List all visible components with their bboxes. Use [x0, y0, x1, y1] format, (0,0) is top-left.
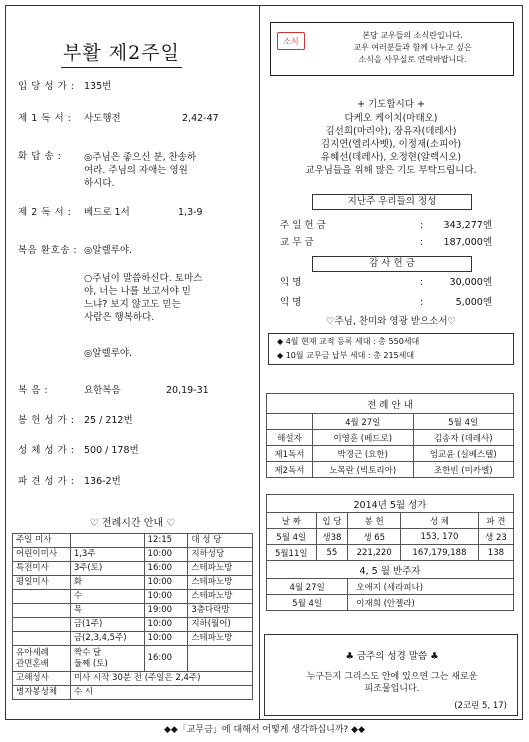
psalm-label: 화 답 송 :	[18, 151, 62, 162]
first-reading: 제 1 독 서 : 사도행전	[18, 113, 121, 124]
psalm-response: ◎주님은 좋으신 분, 찬송하 여라. 주님의 자애는 영원 하시다.	[84, 152, 197, 189]
gospel: 복 음 : 요한복음	[18, 385, 121, 396]
verse-text: 누구든지 그리스도 안에 있으면 그는 새로운 피조물입니다.	[306, 672, 478, 694]
verse-box	[264, 634, 518, 716]
stats-box: ◆ 4월 현재 교적 등록 세대 : 총 550세대 ◆ 10월 교무금 납부 세대 : 총 215세대	[268, 333, 514, 365]
table-row: 5월 4일 이재희 (안젤라)	[267, 595, 514, 611]
bulletin-frame	[5, 5, 523, 720]
altar-title: 4, 5 월 반주자	[267, 561, 514, 579]
first-reading-ref: 2,42-47	[182, 113, 219, 124]
notice-text: 본당 교우들의 소식란입니다. 교우 여러분들과 함께 나누고 싶은 소식을 사무실로 연락바랍니다.	[353, 31, 472, 64]
prayer-title: + 기도합시다 +	[357, 99, 425, 110]
footer: ◆◆「교무금」에 대해서 어떻게 생각하십니까? ◆◆	[163, 725, 365, 735]
table-row: 금(2,3,4,5주) 10:00 스테파노방	[13, 632, 253, 646]
table-row: 4월 27일 오애지 (세라피나)	[267, 579, 514, 595]
alleluia-verse: ○주님이 말씀하신다. 토마스 야, 너는 나를 보고서야 믿 느냐? 보지 않고도 믿는 사람은 행복하다.	[84, 273, 203, 323]
table-row: 주일 미사 12:15 대 성 당	[13, 534, 253, 548]
verse-ref: (2코린 5, 17)	[454, 701, 507, 711]
table-row: 고해성사 미사 시작 30분 전 (주일은 2,4주)	[13, 672, 253, 686]
schedule-table	[12, 533, 253, 700]
table-row: 어린이미사 1,3주 10:00 지하성당	[13, 548, 253, 562]
ministers-title: 전 례 안 내	[267, 394, 514, 414]
notice-box	[270, 22, 514, 76]
recessional-hymn: 파 견 성 가 : 136-2번	[18, 476, 121, 487]
gospel-ref: 20,19-31	[166, 385, 209, 396]
table-row: 병자봉성체 수 시	[13, 686, 253, 700]
table-row: 제1독서 박경근 (요한) 엄교윤 (실베스텔)	[267, 446, 514, 462]
left-column	[6, 6, 259, 719]
hymn-table: 2014년 5월 성가 날 짜 입 당 봉 헌 성 체 파 견 5월 4일 생38 생 65 153, 170 생 23 5월11일 55 221,220 167,179,188 138 4, 5 월 반주자 4월 27일 오애지 (세라피나) 5월 4일 이재희 (안젤라)	[266, 494, 514, 611]
blessing: ♡주님, 찬미와 영광 받으소서♡	[325, 316, 457, 327]
schedule-title: ♡ 전례시간 안내 ♡	[89, 518, 176, 529]
table-row: 금(1주) 10:00 지하(월어)	[13, 618, 253, 632]
offerings-title: 지난주 우리들의 정성	[312, 194, 472, 210]
prayer-names: 다케오 케이치(마태오) 김선희(마리아), 장유자(데레사) 김지연(엘리사벳), 이정재(소피아) 유혜선(데레사), 오정현(알렉시오) 교우님들을 위해 많은 기도 부탁드립니다.	[305, 113, 477, 176]
page-title: 부활 제2주일	[61, 38, 182, 68]
verse-title: ♣ 금주의 성경 말씀 ♣	[345, 651, 439, 662]
table-row: 목 19:00 3층다락방	[13, 604, 253, 618]
table-row: 5월11일 55 221,220 167,179,188 138	[267, 545, 514, 561]
alleluia: 복음 환호송 : ◎알렐루야.	[18, 245, 133, 256]
notice-logo: 소식	[277, 32, 305, 50]
table-row: 5월 4일 생38 생 65 153, 170 생 23	[267, 529, 514, 545]
table-row: 수 10:00 스테파노방	[13, 590, 253, 604]
right-column: 소식 본당 교우들의 소식란입니다. 교우 여러분들과 함께 나누고 싶은 소식을 사무실로 연락바랍니다. + 기도합시다 + 다케오 케이치(마태오) 김선희(마리아), 장유자(데레사) 김지연(엘리사벳), 이정재(소피아) 유혜선(데레사), 오정현(알렉시오) 교우님들을 위해 많은 기도 부탁드립니다. 지난주 우리들의 정성 주 일 헌 금 : 343,277엔 교 무 금 : 187,000엔 감 사 헌 금 익 명 : 30,000엔 익 명 : 5,000엔 ♡주님, 찬미와 영광 받으소서♡ ◆ 4월 현재 교적 등록 세대 : 총 550세대 ◆ 10월 교무금 납부 세대 : 총 215세대 전 례 안 내 4월 27일 5월 4일 해설자 이영훈 (베드로) 김송자 (데레사) 제1독서 박경근 (요한) 엄교윤 (실베스텔) 제2독서 노목란 (빅토리아) 조한빈 (미카엘) 2014년 5월 성가 날 짜 입 당 봉 헌 성 체 파 견 5월 4일 생38 생 65 153, 170 생 23 5월11일 55 221,220 167,179,188 138 4, 5 월 반주자 4월 27일 오애지 (세라피나) 5월 4일 이재희 (안젤라) ♣ 금주의 성경 말씀 ♣ 누구든지 그리스도 안에 있으면 그는 새로운 피조물입니다. (2코린 5, 17)	[260, 6, 522, 719]
communion-hymn: 성 체 성 가 : 500 / 178번	[18, 445, 139, 456]
hymn-table-title: 2014년 5월 성가	[267, 495, 514, 513]
offertory-hymn: 봉 헌 성 가 : 25 / 212번	[18, 415, 133, 426]
alleluia-end: ◎알렐루야.	[84, 348, 133, 359]
table-row: 제2독서 노목란 (빅토리아) 조한빈 (미카엘)	[267, 462, 514, 478]
table-row: 평일미사 화 10:00 스테파노방	[13, 576, 253, 590]
ministers-table: 전 례 안 내 4월 27일 5월 4일 해설자 이영훈 (베드로) 김송자 (데레사) 제1독서 박경근 (요한) 엄교윤 (실베스텔) 제2독서 노목란 (빅토리아) 조한빈 (미카엘)	[266, 393, 514, 478]
second-reading-ref: 1,3-9	[178, 207, 203, 218]
table-row: 특전미사 3주(토) 16:00 스테파노방	[13, 562, 253, 576]
table-row: 해설자 이영훈 (베드로) 김송자 (데레사)	[267, 430, 514, 446]
second-reading: 제 2 독 서 : 베드로 1서	[18, 207, 130, 218]
table-row: 유아세례 관면혼배 짝수 달 둘째 (토) 16:00	[13, 646, 253, 672]
thanks-title: 감 사 헌 금	[312, 256, 472, 272]
entrance-hymn: 입 당 성 가 : 135번	[18, 81, 112, 92]
